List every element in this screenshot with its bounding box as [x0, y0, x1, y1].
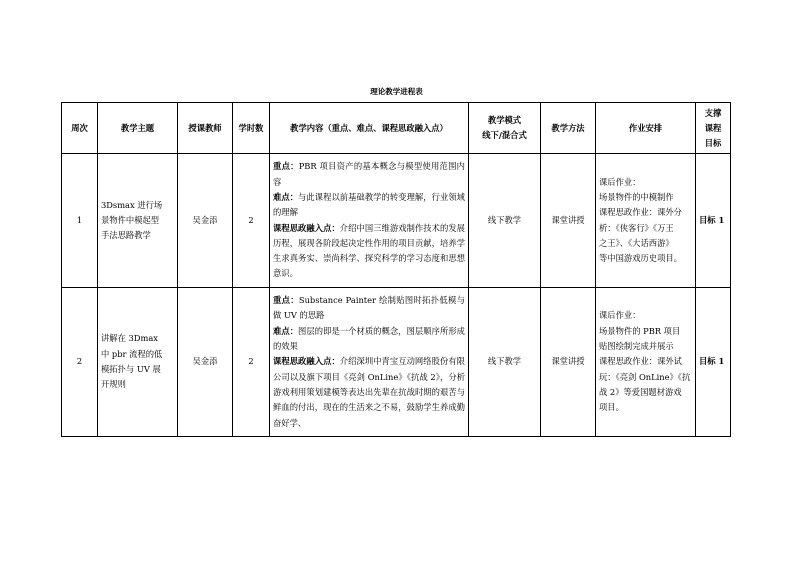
cell-content	[270, 154, 469, 288]
homework-line: 课程思政作业：课外分	[599, 207, 682, 218]
cell-mode: 线下教学	[469, 288, 541, 437]
homework-line: 课后作业：	[599, 310, 641, 321]
topic-line: 手法思路教学	[101, 230, 151, 241]
ideology-text: 介绍深圳中青宝互动网络股份有限公司以及旗下项目《亮剑 OnLine》《抗战 2》，分析游戏利用策划建模等表达出先辈在抗战时期的艰苦与鲜血的付出，现在的生活来之不易，鼓励学生养成勤奋好学、	[273, 356, 465, 428]
header-content: 教学内容（重点、难点、课程思政融入点）	[270, 103, 469, 154]
homework-line: 等中国游戏历史项目。	[599, 253, 682, 264]
header-topic: 教学主题	[98, 103, 178, 154]
ideology-label: 课程思政融入点：	[273, 222, 340, 233]
header-mode	[469, 103, 541, 154]
table-row	[62, 154, 731, 288]
homework-line: 之王》、《大话西游》	[599, 237, 674, 248]
homework-line: 课程思政作业：课外试	[599, 356, 682, 367]
header-goal-line2: 课程	[704, 122, 722, 133]
table-row	[62, 288, 731, 437]
difficulty-label: 难点：	[273, 325, 299, 336]
cell-teacher: 吴金添	[178, 288, 233, 437]
header-teacher: 授课教师	[178, 103, 233, 154]
key-point-label: 重点：	[273, 295, 299, 306]
cell-homework	[596, 154, 696, 288]
header-goal	[696, 103, 731, 154]
homework-line: 玩：《亮剑 OnLine》《抗	[599, 371, 691, 382]
teaching-schedule-table	[61, 102, 731, 437]
header-mode-line2: 线下/混合式	[482, 130, 527, 140]
header-hours: 学时数	[233, 103, 270, 154]
cell-goal: 目标 1	[696, 154, 731, 288]
topic-line: 讲解在 3Dmax	[101, 333, 158, 344]
table-header-row	[62, 103, 731, 154]
header-week: 周次	[62, 103, 98, 154]
topic-line: 中 pbr 流程的低	[101, 348, 163, 359]
cell-hours: 2	[233, 154, 270, 288]
ideology-text: 介绍中国三维游戏制作技术的发展历程，展现各阶段起决定性作用的项目贡献，培养学生求真务实、崇尚科学、探究科学的学习态度和思想意识。	[273, 222, 465, 279]
header-goal-line1: 支撑	[704, 107, 722, 118]
cell-week: 2	[62, 288, 98, 437]
homework-line: 场景物件的中模制作	[599, 191, 674, 202]
header-homework: 作业安排	[596, 103, 696, 154]
cell-topic	[98, 288, 178, 437]
difficulty-label: 难点：	[273, 191, 299, 202]
cell-method: 课堂讲授	[541, 288, 596, 437]
cell-goal: 目标 1	[696, 288, 731, 437]
document-title: 理论教学进程表	[370, 87, 423, 96]
topic-line: 景物件中模起型	[101, 214, 160, 225]
ideology-label: 课程思政融入点：	[273, 356, 340, 367]
cell-content	[270, 288, 469, 437]
key-point-label: 重点：	[273, 161, 299, 172]
header-method: 教学方法	[541, 103, 596, 154]
difficulty-text: 图层的即是一个材质的概念，图层顺序所形成的效果	[273, 325, 465, 352]
header-mode-line1: 教学模式	[487, 115, 522, 125]
topic-line: 开规则	[101, 379, 126, 390]
cell-topic	[98, 154, 178, 288]
cell-week: 1	[62, 154, 98, 288]
homework-line: 场景物件的 PBR 项目	[599, 325, 681, 336]
cell-mode: 线下教学	[469, 154, 541, 288]
topic-line: 模拓扑与 UV 展	[101, 364, 161, 374]
key-point-text: PBR 项目资产的基本概念与模型使用范围内容	[273, 161, 465, 187]
difficulty-text: 与此课程以前基础教学的转变理解，行业领域的理解	[273, 191, 465, 218]
homework-line: 贴图绘制完成并展示	[599, 341, 674, 352]
cell-homework	[596, 288, 696, 437]
topic-line: 3Dsmax 进行场	[101, 199, 163, 210]
cell-method: 课堂讲授	[541, 154, 596, 288]
header-goal-line3: 目标	[704, 137, 722, 148]
homework-line: 析：《侠客行》《万王	[599, 222, 674, 233]
homework-line: 战 2》等爱国题材游戏	[599, 386, 682, 397]
homework-line: 项目。	[599, 402, 624, 413]
cell-hours: 2	[233, 288, 270, 437]
cell-teacher: 吴金添	[178, 154, 233, 288]
key-point-text: Substance Painter 绘制贴图时拓扑低模与做 UV 的思路	[273, 295, 465, 321]
homework-line: 课后作业：	[599, 176, 641, 187]
